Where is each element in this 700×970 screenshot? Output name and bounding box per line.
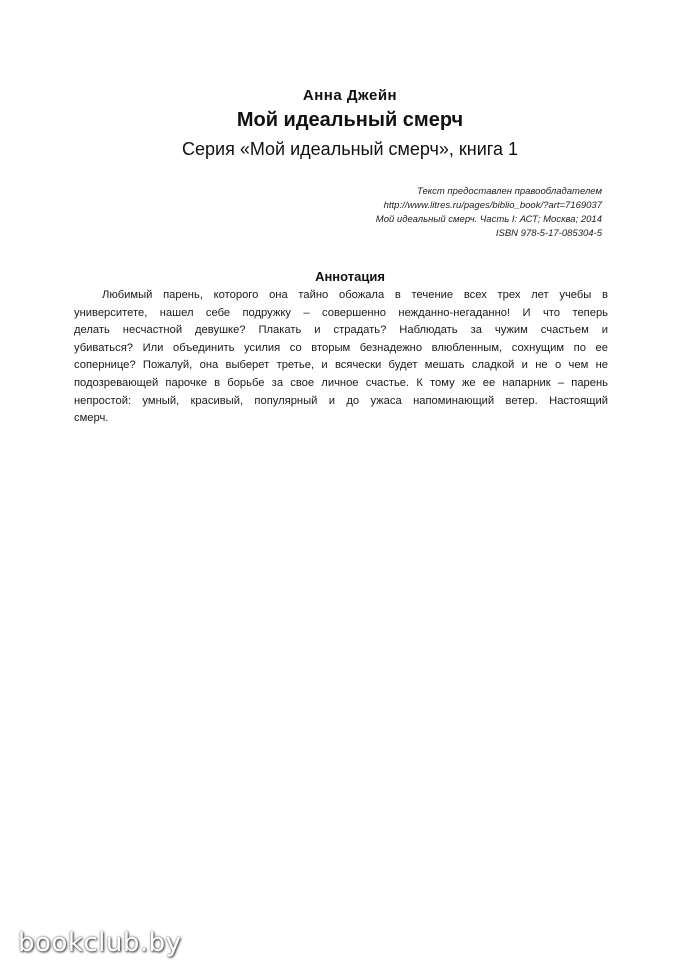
annotation-heading: Аннотация <box>315 269 385 284</box>
annotation-line: убиваться? Или объединить усилия со вторым безнадежно влюбленным, сохнущим по ее <box>74 341 608 354</box>
annotation-line: делать несчастной девушке? Плакать и страдать? Наблюдать за чужим счастьем и <box>74 324 608 337</box>
annotation-line: университете, нашел себе подружку – совершенно нежданно-негаданно! И что теперь <box>74 306 608 319</box>
annotation-line: сопернице? Пожалуй, она выберет третье, и всячески будет мешать сладкой и не о чем не <box>74 359 608 372</box>
book-series: Серия «Мой идеальный смерч», книга 1 <box>182 139 518 159</box>
book-title: Мой идеальный смерч <box>236 109 464 131</box>
annotation-line: подозревающей парочке в борьбе за свое личное счастье. К тому же ее напарник – парень <box>74 376 608 389</box>
annotation-line: непростой: умный, красивый, популярный и до ужаса напоминающий ветер. Настоящий <box>74 394 608 407</box>
annotation-line: смерч. <box>74 412 109 425</box>
edition-info: Мой идеальный смерч. Часть I: АСТ; Москва; 2014 <box>375 214 602 225</box>
annotation-text <box>74 287 608 428</box>
rights-holder-note: Текст предоставлен правообладателем <box>416 186 602 197</box>
site-watermark: bookclub.by <box>18 928 182 958</box>
book-author: Анна Джейн <box>302 87 398 104</box>
book-header <box>0 86 700 162</box>
source-url: http://www.litres.ru/pages/biblio_book/?art=7169037 <box>383 200 602 211</box>
isbn: ISBN 978-5-17-085304-5 <box>495 228 602 239</box>
annotation-line: Любимый парень, которого она тайно обожала в течение всех трех лет учебы в <box>102 289 608 301</box>
publication-info <box>242 185 602 241</box>
